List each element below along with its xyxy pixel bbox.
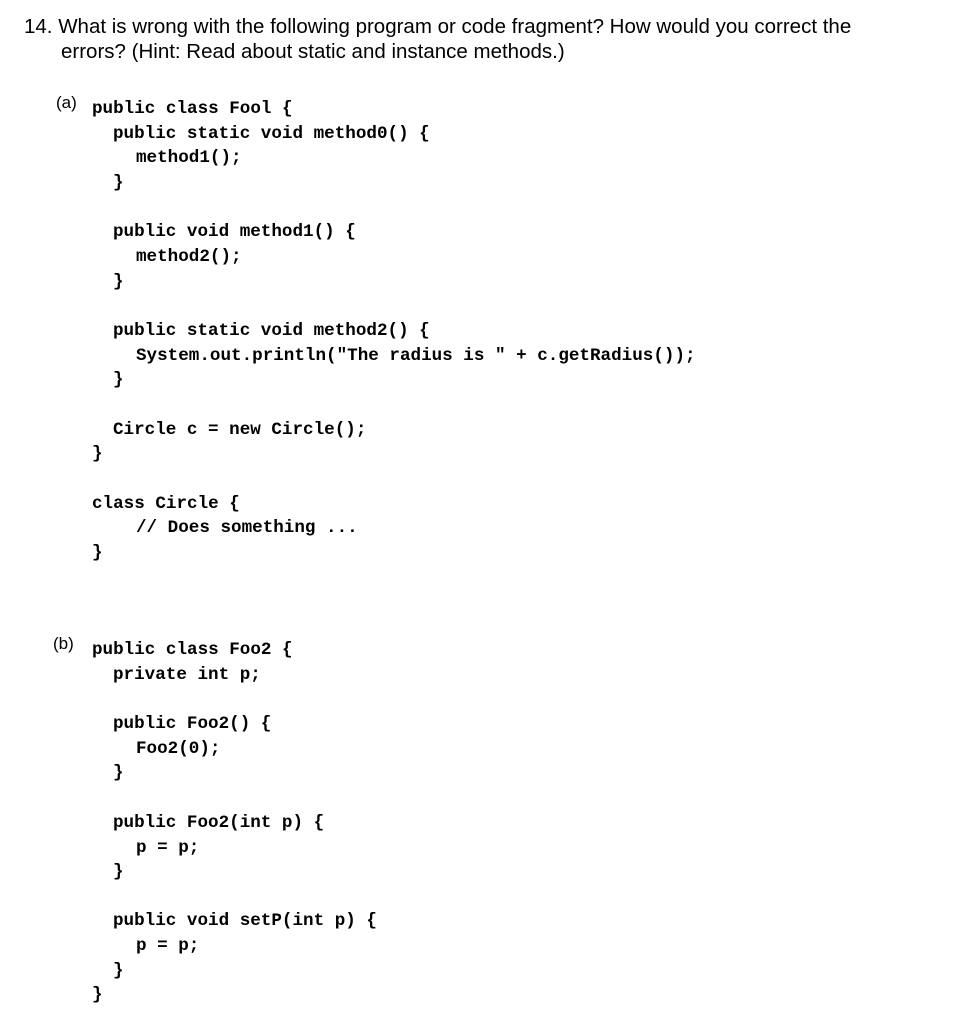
code-line: } [113,862,124,882]
question-line-2: errors? (Hint: Read about static and instance methods.) [61,40,565,63]
code-line: method1(); [136,148,242,168]
code-line: } [113,763,124,783]
code-line: // Does something ... [136,518,358,538]
code-line: Foo2(0); [136,739,221,759]
code-line: class Circle { [92,494,240,514]
code-line: } [92,444,103,464]
question-line-1: 14. What is wrong with the following program or code fragment? How would you correct the [24,15,852,38]
code-line: method2(); [136,247,242,267]
code-line: p = p; [136,936,200,956]
code-line: public class Foo2 { [92,640,293,660]
code-line: Circle c = new Circle(); [113,420,367,440]
code-line: System.out.println("The radius is " + c.getRadius()); [136,346,696,366]
code-line: } [92,543,103,563]
code-line: private int p; [113,665,261,685]
code-line: public Foo2() { [113,714,272,734]
code-line: public static void method0() { [113,124,430,144]
code-line: public void setP(int p) { [113,911,377,931]
code-line: public static void method2() { [113,321,430,341]
part-b-label: (b) [53,634,74,653]
code-line: } [92,985,103,1005]
code-line: public Foo2(int p) { [113,813,325,833]
code-line: p = p; [136,838,200,858]
code-line: } [113,272,124,292]
code-line: public class Fool { [92,99,293,119]
code-line: } [113,370,124,390]
code-line: } [113,173,124,193]
question-text [24,14,944,64]
part-a-label: (a) [56,93,77,112]
code-line: } [113,961,124,981]
code-line: public void method1() { [113,222,356,242]
